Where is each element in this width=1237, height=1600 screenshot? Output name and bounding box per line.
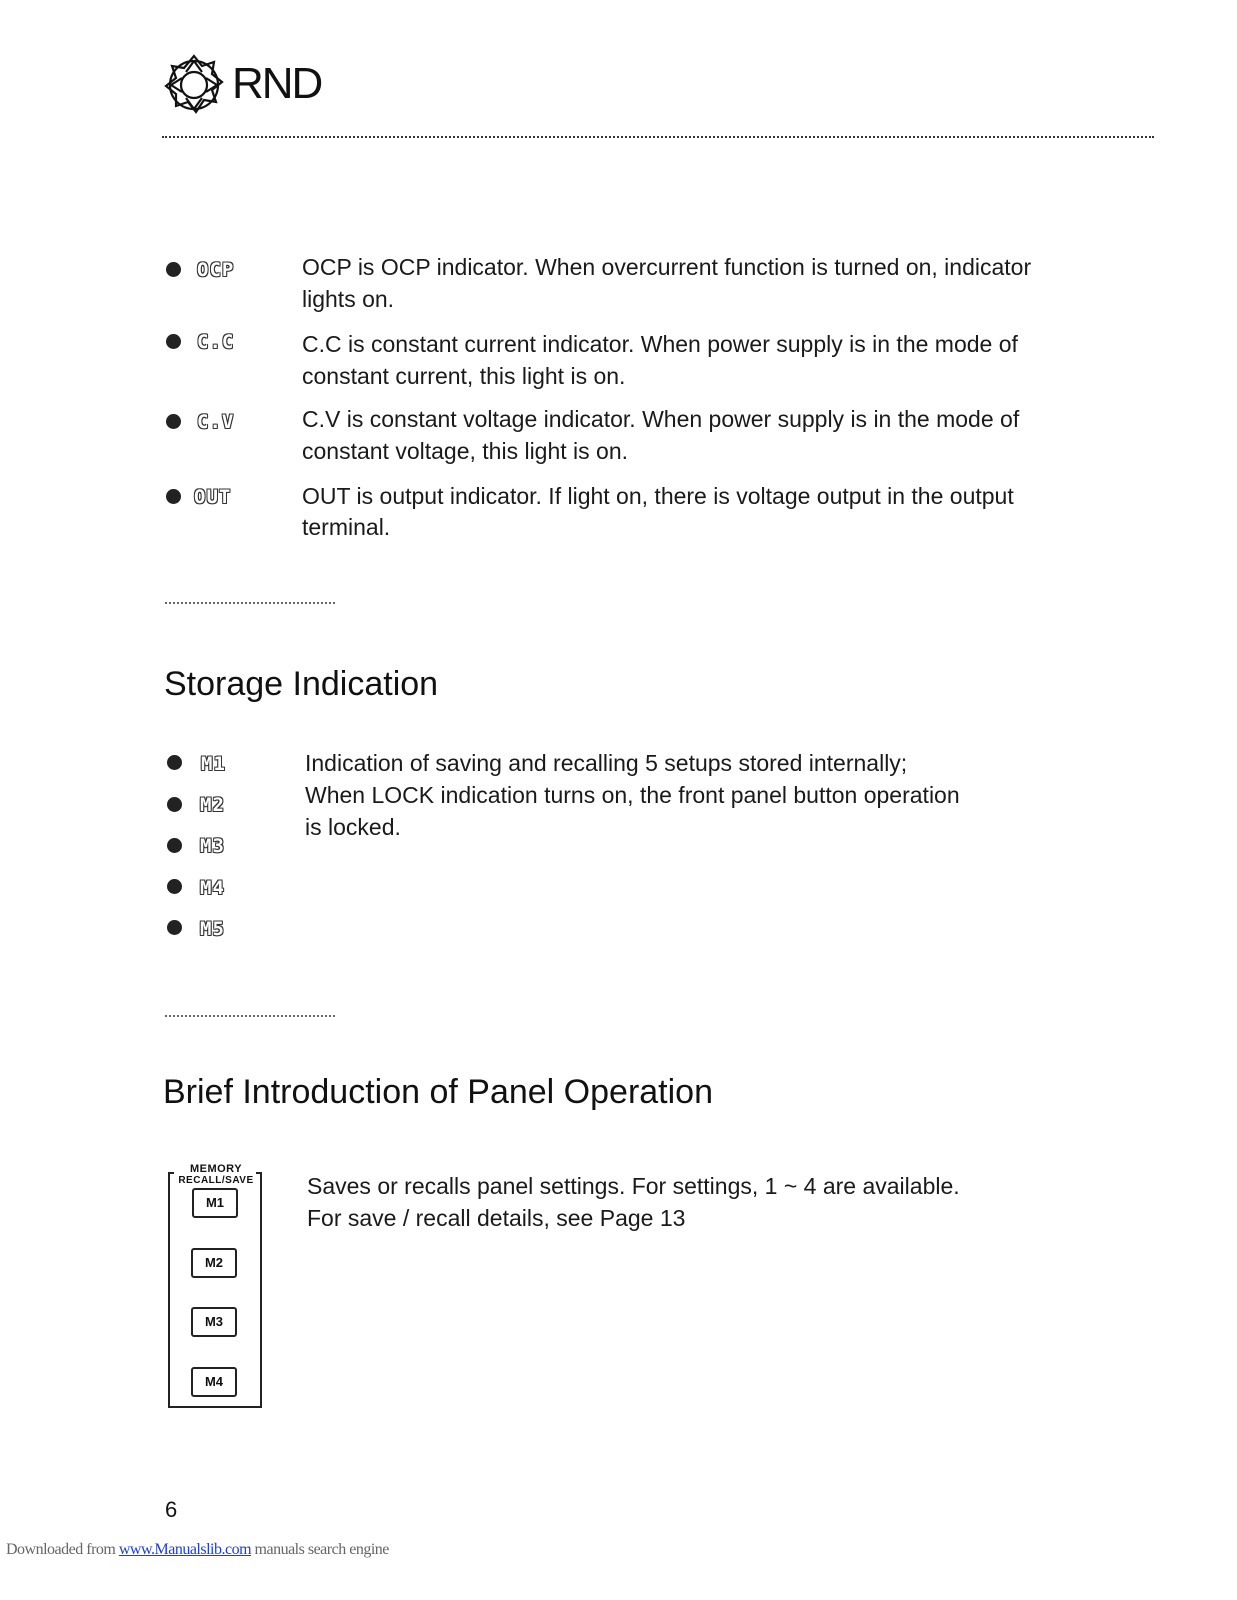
footer-prefix: Downloaded from — [6, 1541, 119, 1558]
rnd-logo-icon — [162, 52, 226, 118]
indicator-desc-ocp-line1: OCP is OCP indicator. When overcurrent function is turned on, indicator — [302, 254, 1032, 280]
storage-code-m1: M1 — [201, 753, 226, 775]
memory-button-m1: M1 — [192, 1188, 238, 1218]
bullet-icon — [166, 334, 181, 349]
storage-desc-line1: Indication of saving and recalling 5 setups stored internally; — [305, 750, 908, 776]
storage-code-m3: M3 — [200, 835, 225, 857]
bullet-icon — [167, 755, 182, 770]
bullet-icon — [166, 262, 181, 277]
storage-desc-line2: When LOCK indication turns on, the front panel button operation — [305, 782, 960, 808]
header-divider — [162, 136, 1154, 138]
download-footer — [6, 1541, 389, 1559]
panel-operation-desc-line1: Saves or recalls panel settings. For settings, 1 ~ 4 are available. — [307, 1173, 960, 1199]
bullet-icon — [166, 414, 181, 429]
storage-desc-line3: is locked. — [305, 814, 401, 840]
memory-button-m3: M3 — [191, 1307, 237, 1337]
memory-button-m4: M4 — [191, 1367, 237, 1397]
storage-code-m2: M2 — [200, 794, 225, 816]
storage-heading: Storage Indication — [164, 665, 439, 703]
indicator-desc-cc-line1: C.C is constant current indicator. When power supply is in the mode of — [302, 331, 1018, 357]
indicator-desc-cc-line2: constant current, this light is on. — [302, 363, 626, 389]
bullet-icon — [166, 489, 181, 504]
indicator-code-ocp: OCP — [197, 259, 235, 281]
indicator-desc-cv-line1: C.V is constant voltage indicator. When power supply is in the mode of — [302, 406, 1020, 432]
panel-label-recall-save: RECALL/SAVE — [178, 1175, 254, 1186]
memory-button-m2: M2 — [191, 1248, 237, 1278]
section-divider — [165, 1015, 335, 1017]
panel-operation-desc-line2: For save / recall details, see Page 13 — [307, 1205, 686, 1231]
indicator-desc-ocp-line2: lights on. — [302, 286, 395, 312]
indicator-desc-cv-line2: constant voltage, this light is on. — [302, 438, 629, 464]
indicator-desc-out-line1: OUT is output indicator. If light on, there is voltage output in the output — [302, 483, 1014, 509]
indicator-code-out: OUT — [194, 486, 232, 508]
bullet-icon — [167, 879, 182, 894]
manualslib-link[interactable]: www.Manualslib.com — [118, 1541, 252, 1558]
storage-code-m4: M4 — [200, 877, 225, 899]
panel-label-memory: MEMORY — [189, 1163, 243, 1175]
indicator-desc-out-line2: terminal. — [302, 514, 391, 540]
bullet-icon — [167, 797, 182, 812]
footer-suffix: manuals search engine — [251, 1541, 389, 1558]
page-number: 6 — [165, 1497, 178, 1522]
bullet-icon — [167, 920, 182, 935]
panel-operation-heading: Brief Introduction of Panel Operation — [163, 1073, 713, 1111]
brand-name: RND — [232, 59, 322, 108]
section-divider — [165, 602, 335, 604]
storage-code-m5: M5 — [200, 918, 225, 940]
indicator-code-cv: C.V — [197, 411, 235, 433]
indicator-code-cc: C.C — [197, 331, 235, 353]
bullet-icon — [167, 838, 182, 853]
